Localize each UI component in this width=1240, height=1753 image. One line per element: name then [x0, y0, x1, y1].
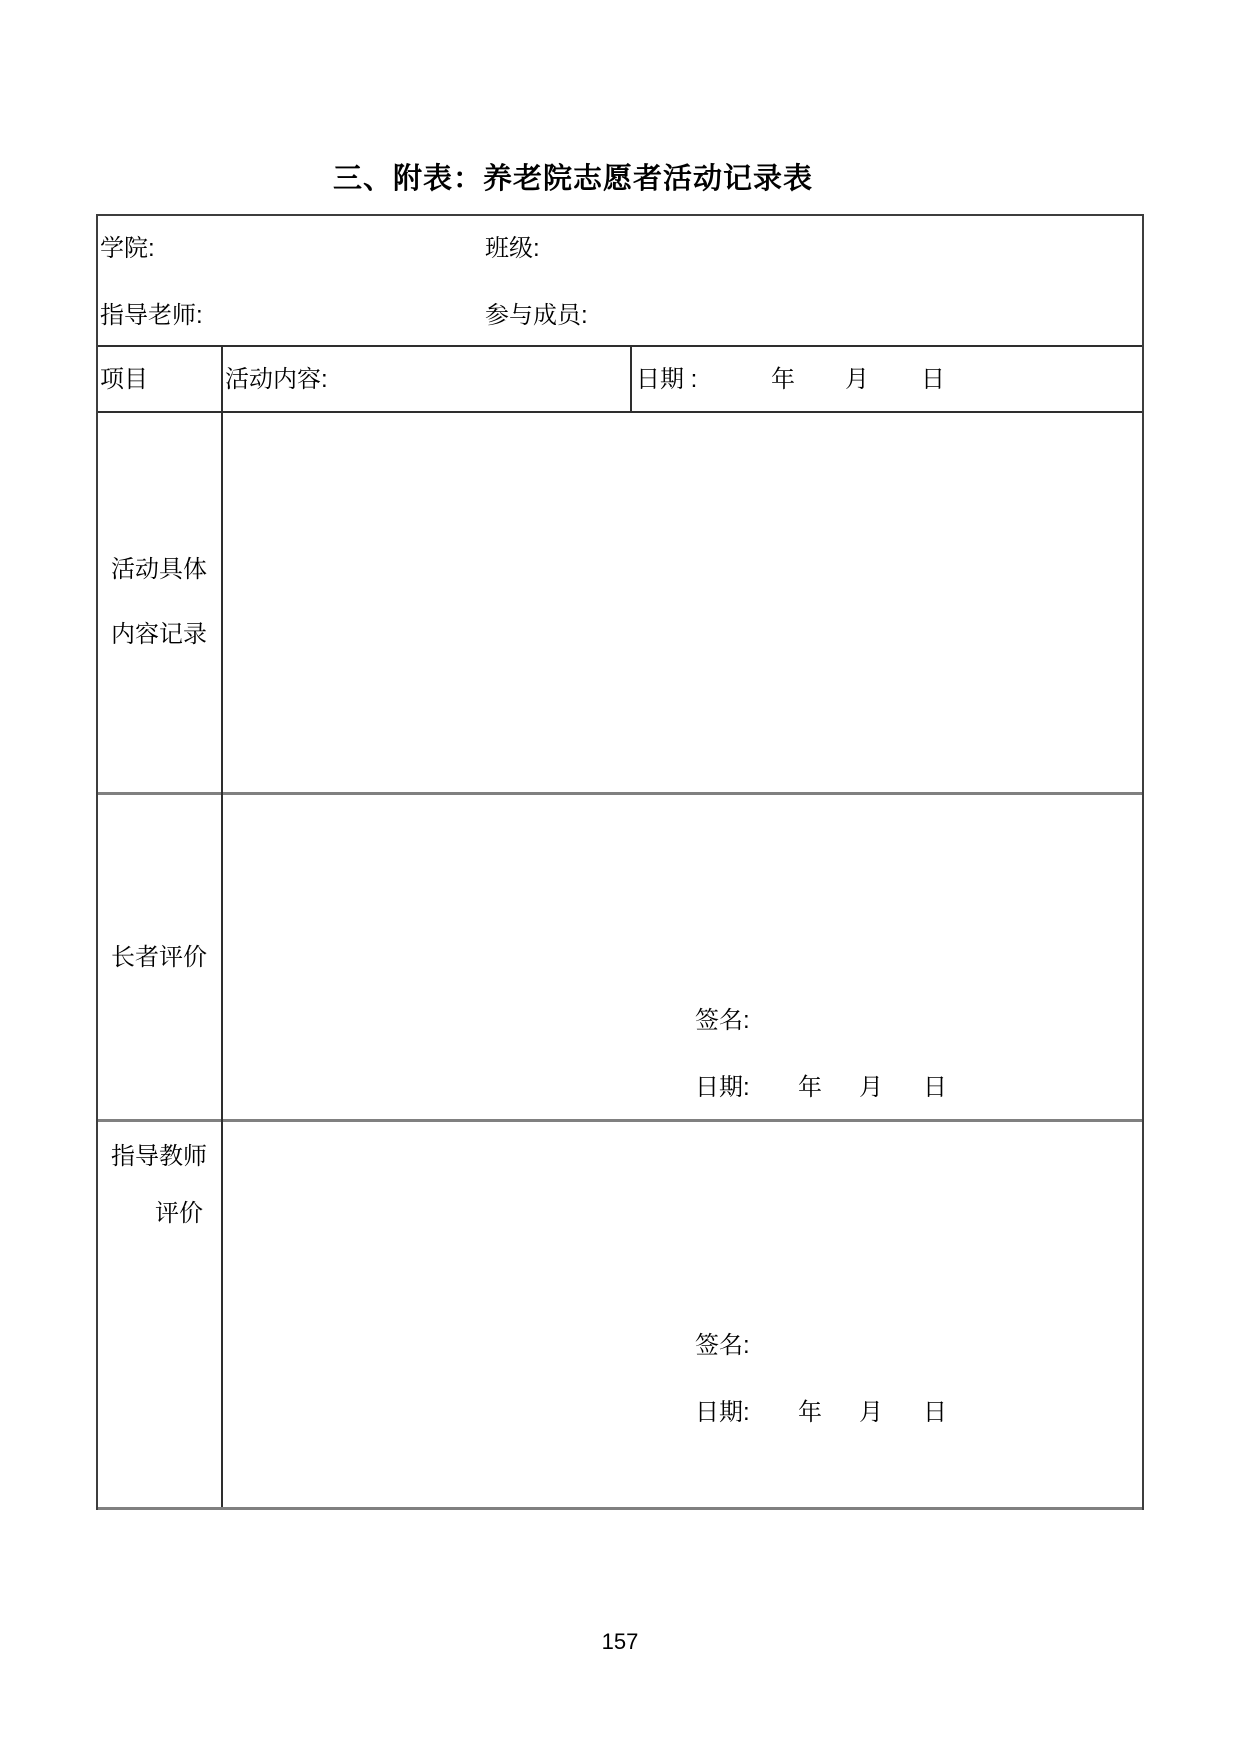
table-border-bottom — [96, 1507, 1144, 1510]
year-label: 年 — [771, 366, 795, 393]
table-border-top — [96, 214, 1144, 216]
teacher-evaluation-label-line2: 评价 — [155, 1200, 203, 1227]
rule-below-header — [96, 345, 1144, 347]
teacher-evaluation-label-line1: 指导教师 — [111, 1143, 207, 1170]
elder-signature-label: 签名: — [695, 1007, 750, 1034]
teacher-month-label: 月 — [859, 1399, 883, 1426]
date-label: 日期 : — [636, 366, 698, 393]
activity-content-label: 活动内容: — [225, 366, 328, 393]
advisor-label: 指导老师: — [100, 302, 203, 329]
project-label: 项目 — [100, 366, 148, 393]
teacher-signature-label: 签名: — [695, 1332, 750, 1359]
page-number: 157 — [601, 1629, 639, 1654]
elder-year-label: 年 — [798, 1074, 822, 1101]
rule-below-project-row — [96, 411, 1144, 413]
elder-date-label: 日期: — [695, 1074, 750, 1101]
class-label: 班级: — [485, 235, 540, 262]
record-label-line1: 活动具体 — [111, 556, 207, 583]
column-divider — [221, 345, 223, 1507]
members-label: 参与成员: — [485, 302, 588, 329]
elder-month-label: 月 — [859, 1074, 883, 1101]
page-title: 三、附表：养老院志愿者活动记录表 — [332, 163, 813, 195]
month-label: 月 — [845, 366, 869, 393]
rule-below-record-row — [96, 792, 1144, 795]
date-column-divider — [630, 345, 632, 411]
college-label: 学院: — [100, 235, 155, 262]
teacher-date-label: 日期: — [695, 1399, 750, 1426]
teacher-day-label: 日 — [923, 1399, 947, 1426]
record-label-line2: 内容记录 — [111, 621, 207, 648]
teacher-year-label: 年 — [798, 1399, 822, 1426]
elder-evaluation-label: 长者评价 — [111, 944, 207, 971]
rule-below-elder-row — [96, 1119, 1144, 1122]
table-border-left — [96, 214, 98, 1510]
day-label: 日 — [921, 366, 945, 393]
elder-day-label: 日 — [923, 1074, 947, 1101]
table-border-right — [1142, 214, 1144, 1510]
